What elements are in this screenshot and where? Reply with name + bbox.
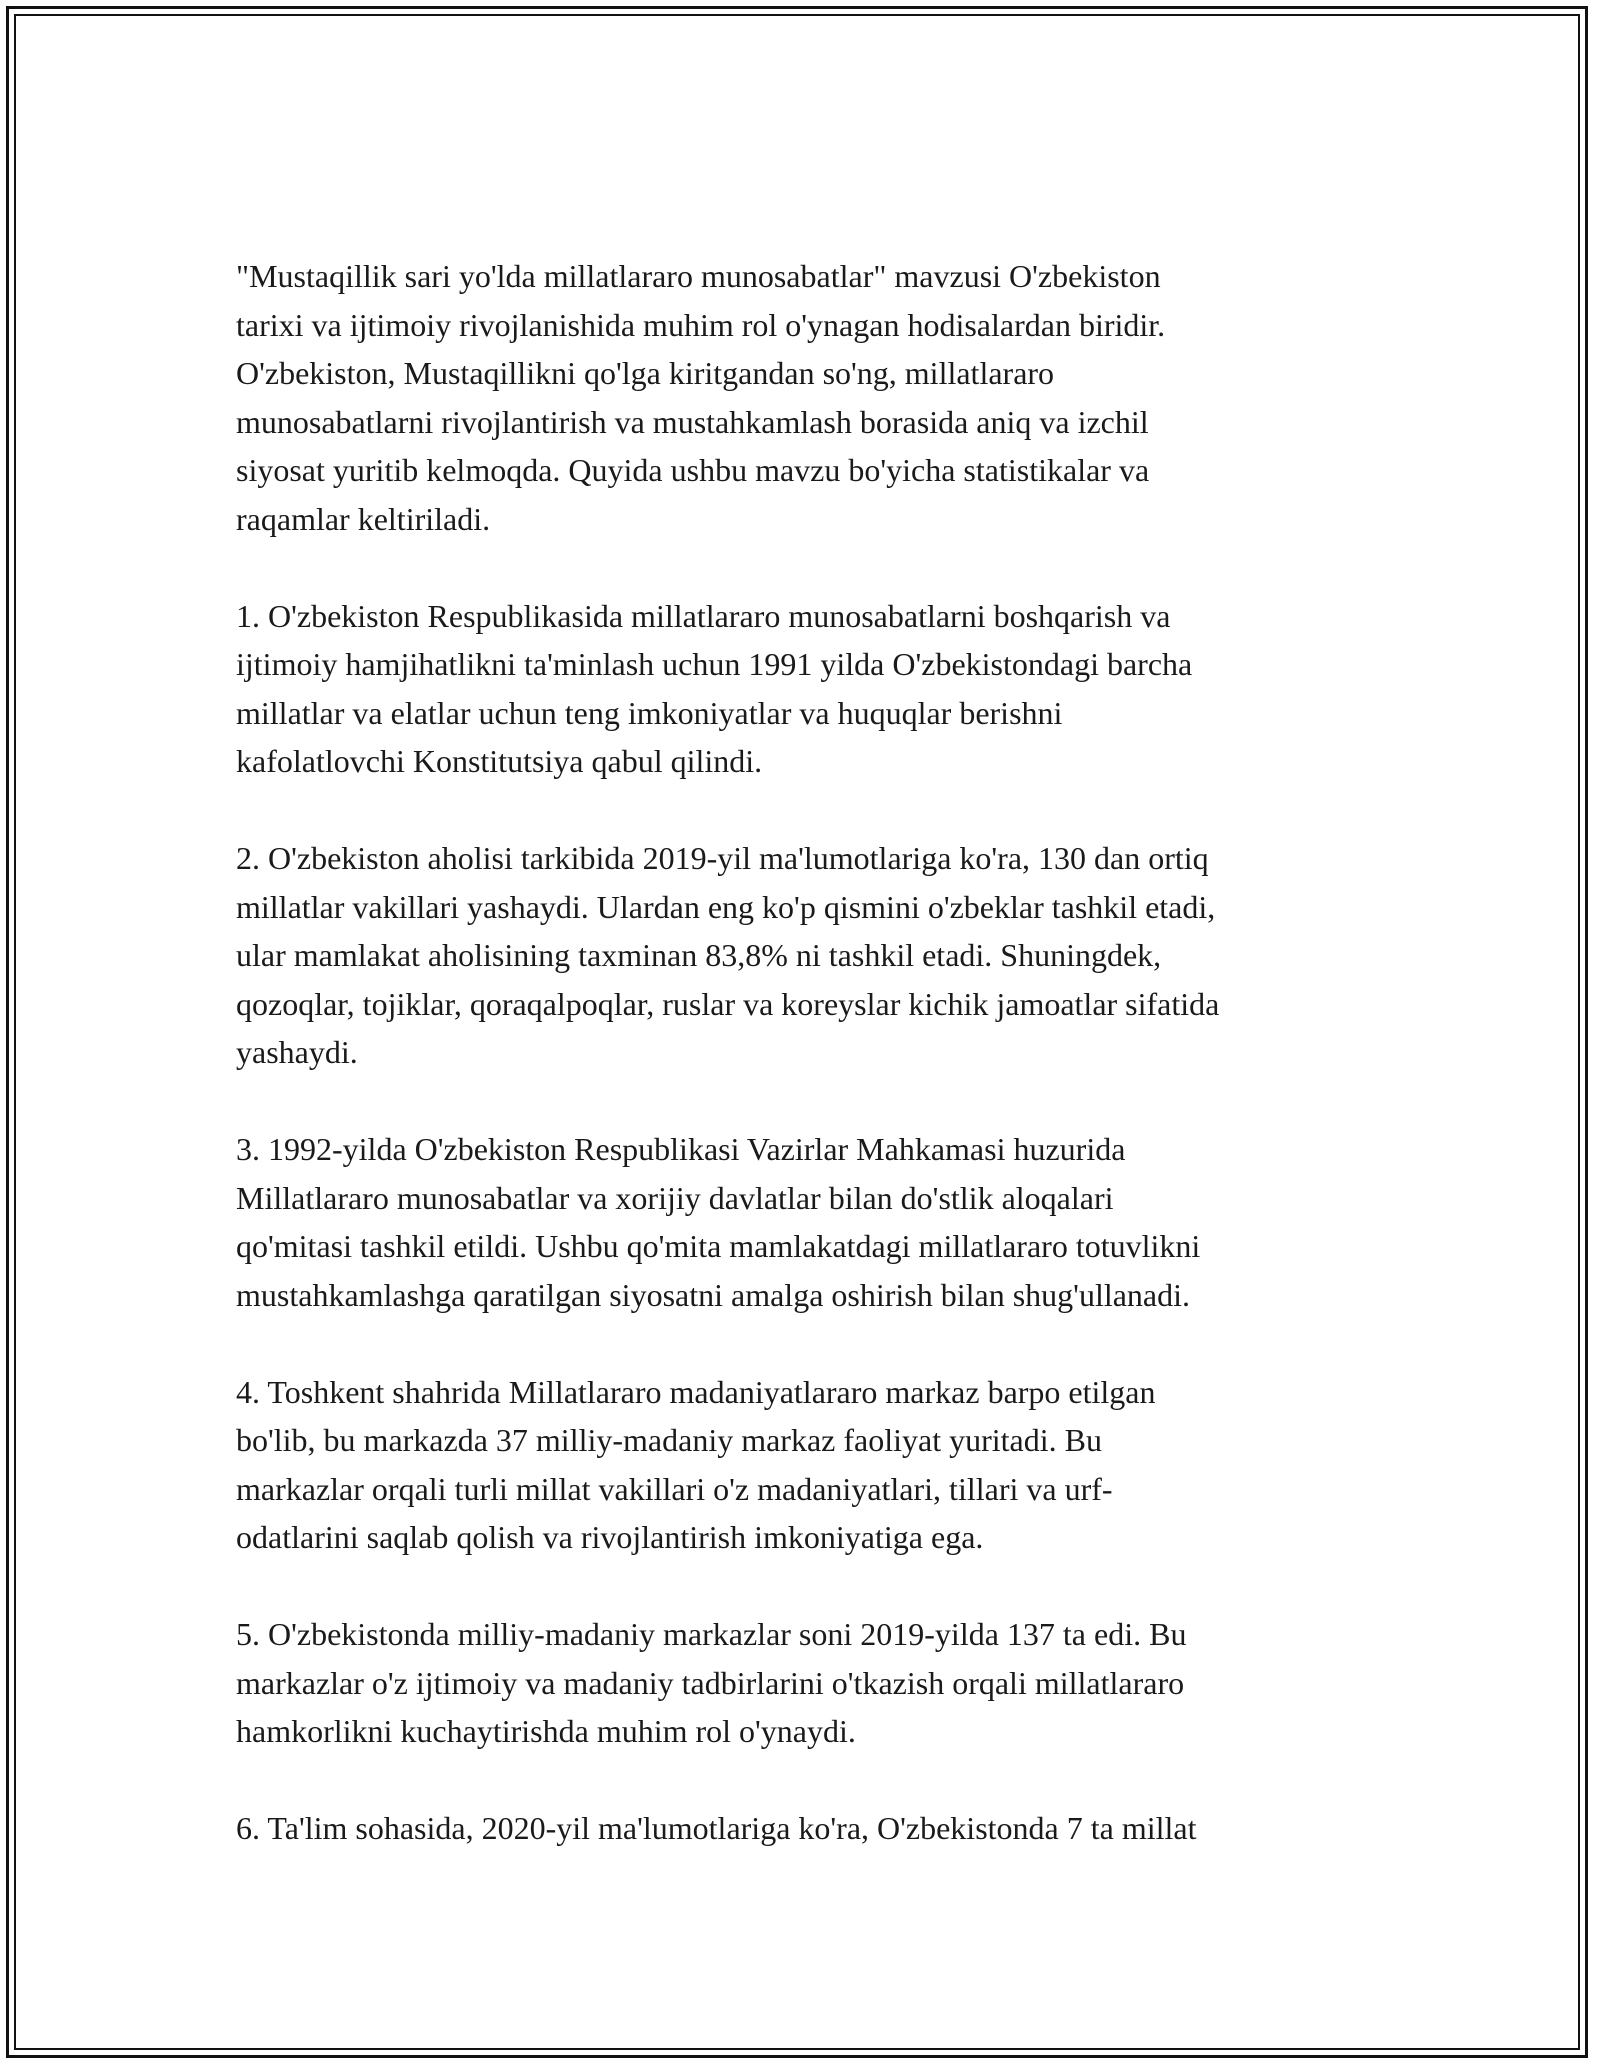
list-item-4: 4. Toshkent shahrida Millatlararo madaniyatlararo markaz barpo etilgan bo'lib, bu markazda 37 milliy-madaniy markaz faoliyat yuritadi. Bu markazlar orqali turli millat vakillari o'z madaniyatlari, tillari va urf- odatlarini saqlab qolish va rivojlantirish imkoniyatiga ega. (236, 1373, 1156, 1555)
list-item-2: 2. O'zbekiston aholisi tarkibida 2019-yil ma'lumotlariga ko'ra, 130 dan ortiq millatlar vakillari yashaydi. Ulardan eng ko'p qismini o'zbeklar tashkil etadi, ular mamlakat aholisining taxminan 83,8% ni tashkil etadi. Shuningdek, qozoqlar, tojiklar, qoraqalpoqlar, ruslar va koreyslar kichik jamoatlar sifatida yashaydi. (236, 840, 1220, 1070)
list-item-6: 6. Ta'lim sohasida, 2020-yil ma'lumotlariga ko'ra, O'zbekistonda 7 ta millat (236, 1810, 1197, 1846)
list-item-5: 5. O'zbekistonda milliy-madaniy markazlar soni 2019-yilda 137 ta edi. Bu markazlar o'z ijtimoiy va madaniy tadbirlarini o'tkazish orqali millatlararo hamkorlikni kuchaytirishda muhim rol o'ynaydi. (236, 1616, 1187, 1749)
list-item-1: 1. O'zbekiston Respublikasida millatlararo munosabatlarni boshqarish va ijtimoiy hamjihatlikni ta'minlash uchun 1991 yilda O'zbekistondagi barcha millatlar va elatlar uchun teng imkoniyatlar va huquqlar berishni kafolatlovchi Konstitutsiya qabul qilindi. (236, 597, 1193, 779)
list-item-3: 3. 1992-yilda O'zbekiston Respublikasi Vazirlar Mahkamasi huzurida Millatlararo munosabatlar va xorijiy davlatlar bilan do'stlik aloqalari qo'mitasi tashkil etildi. Ushbu qo'mita mamlakatdagi millatlararo totuvlikni mustahkamlashga qaratilgan siyosatni amalga oshirish bilan shug'ullanadi. (236, 1131, 1201, 1313)
document-body (236, 252, 1386, 1901)
intro-paragraph: "Mustaqillik sari yo'lda millatlararo munosabatlar" mavzusi O'zbekiston tarixi va ijtimoiy rivojlanishida muhim rol o'ynagan hodisalardan biridir. O'zbekiston, Mustaqillikni qo'lga kiritgandan so'ng, millatlararo munosabatlarni rivojlantirish va mustahkamlash borasida aniq va izchil siyosat yuritib kelmoqda. Quyida ushbu mavzu bo'yicha statistikalar va raqamlar keltiriladi. (236, 258, 1166, 537)
